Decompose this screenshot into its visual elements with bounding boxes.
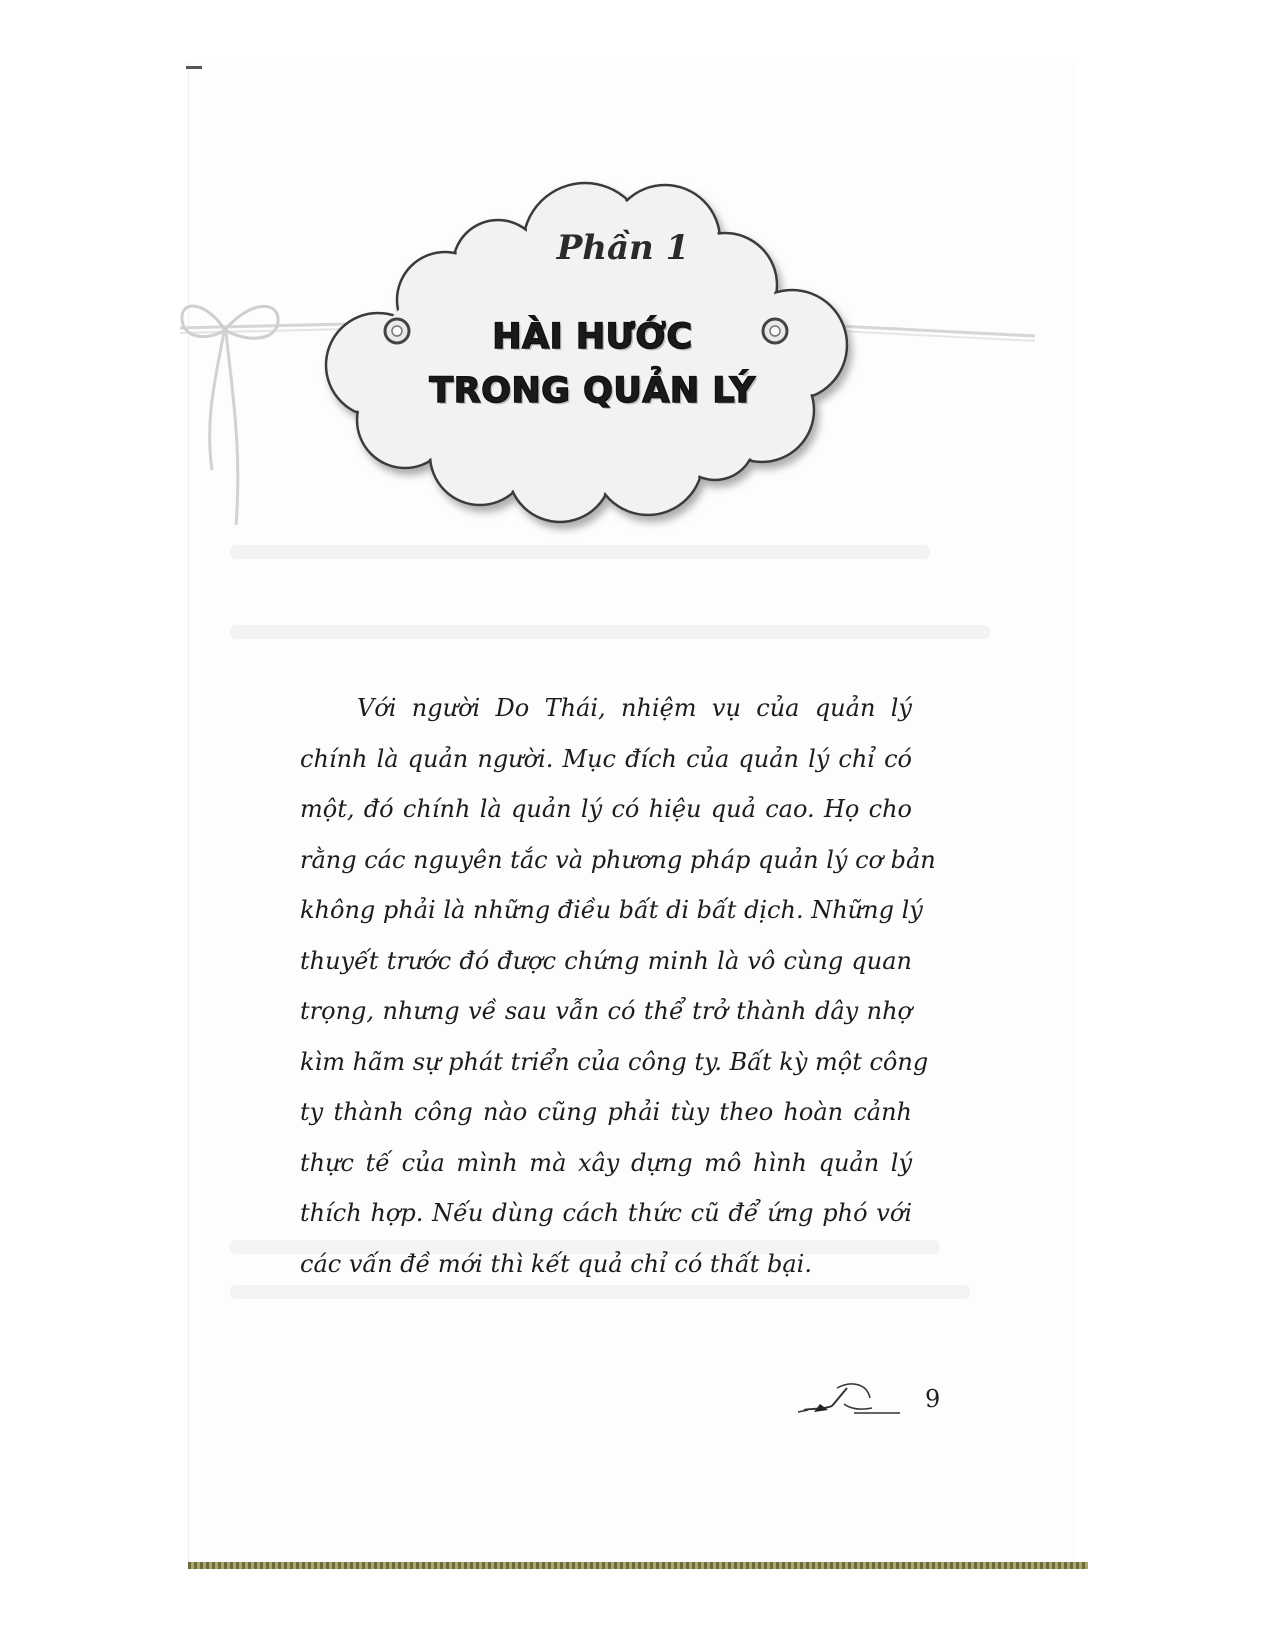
chapter-title-line-2: TRONG QUẢN LÝ [429,371,756,411]
body-line: trọng, nhưng về sau vẫn có thể trở thành dây nhợ [300,997,912,1025]
body-line: thích hợp. Nếu dùng cách thức cũ để ứng phó với [300,1199,912,1227]
page-number: 9 [925,1385,941,1413]
body-line: thực tế của mình mà xây dựng mô hình quản lý [300,1148,912,1177]
body-line: một, đó chính là quản lý có hiệu quả cao. Họ cho [300,795,912,823]
page-edge [188,1562,1088,1569]
bleed-through [230,625,990,639]
body-line: không phải là những điều bất di bất dịch. Những lý [300,896,923,924]
cloud-badge [0,0,1275,560]
body-line: Với người Do Thái, nhiệm vụ của quản lý [357,694,912,722]
body-line: rằng các nguyên tắc và phương pháp quản lý cơ bản [300,845,936,874]
body-line: chính là quản người. Mục đích của quản lý chỉ có [300,744,912,773]
fishing-ornament-icon [792,1380,912,1420]
body-line: kìm hãm sự phát triển của công ty. Bất kỳ một công [300,1047,929,1076]
body-paragraph [300,683,936,1289]
body-line: các vấn đề mới thì kết quả chỉ có thất bại. [300,1249,812,1278]
body-line: thuyết trước đó được chứng minh là vô cùng quan [300,946,912,975]
part-label: Phần 1 [556,228,690,268]
body-line: ty thành công nào cũng phải tùy theo hoàn cảnh [300,1098,912,1126]
chapter-title [395,310,790,418]
chapter-title-line-1: HÀI HƯỚC [492,317,693,357]
